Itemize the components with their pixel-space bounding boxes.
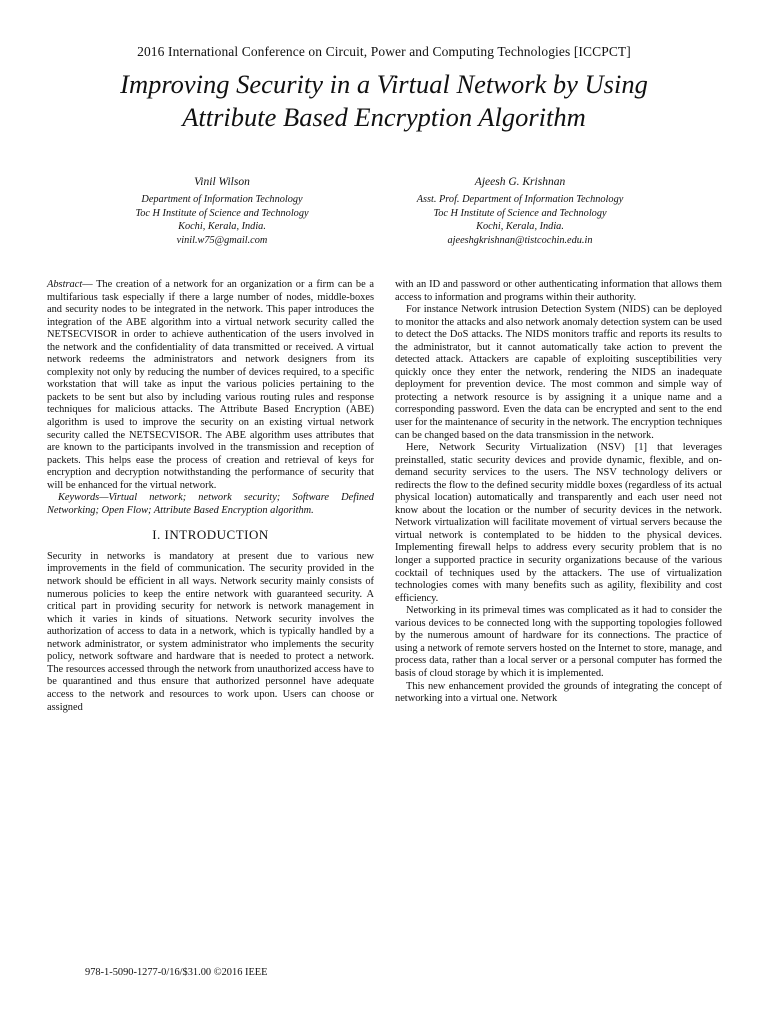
author-name: Ajeesh G. Krishnan	[474, 176, 566, 188]
keywords	[47, 492, 374, 517]
intro-paragraph-2: For instance Network intrusion Detection System (NIDS) can be deployed to monitor the attacks and also network anomaly detection system can be used to detect the DoS attacks. The NIDS monitors traffic and reports its results to the administrator, but it cannot automatically take action to prevent the detected attack. Attackers are capable of exploiting susceptibilities very quickly once they enter the network, rendering the NIDS an inadequate deployment for prevention device. The most common and simple way of protecting a network resource is by assigning it a unique name and a corresponding password. Even the data can be encrypted and sent to the end user for the maintenance of security in the network. The encryption techniques can be changed based on the data transmission in the network.	[395, 304, 723, 441]
abstract	[47, 279, 374, 492]
author-name: Vinil Wilson	[194, 176, 250, 188]
intro-paragraph-4: Networking in its primeval times was complicated as it had to consider the various devices to be connected long with the supporting topologies followed by the numerous amount of hardware for its connections. The practice of using a network of remote servers hosted on the Internet to store, manage, and process data, rather than a local server or a personal computer has formed the basis of cloud storage by which it is implemented.	[395, 605, 722, 679]
keywords-label: Keywords	[58, 492, 100, 504]
abstract-label: Abstract	[47, 279, 83, 290]
keywords-text: —Virtual network; network security; Software Defined Networking; Open Flow; Attribute Based Encryption algorithm.	[47, 492, 374, 516]
intro-paragraph-5: This new enhancement provided the grounds of integrating the concept of networking into a virtual one. Network	[395, 680, 722, 705]
author-institute: Toc H Institute of Science and Technology	[433, 207, 607, 219]
author-location: Kochi, Kerala, India.	[476, 221, 564, 233]
author-block-2	[370, 176, 670, 247]
copyright-footer: 978-1-5090-1277-0/16/$31.00 ©2016 IEEE	[85, 967, 268, 978]
intro-paragraph-3: Here, Network Security Virtualization (NSV) [1] that leverages preinstalled, static security devices and provide dynamic, flexible, and on-demand security services to the users. The NSV technology delivers or redirects the flow to the defined security middle boxes (regardless of its actual physical location) automatically and transparently and each user need not know about the location or the number of security devices in the network. Network virtualization will facilitate movement of virtual servers because the virtual network is contemplated to be hidden to the physical devices. Implementing firewall helps to address every security problem that is no longer a supported practice in security organizations because of the various cocktail of techniques used by the attackers. The use of virtualization technologies comes with many benefits such as agility, flexibility and cost efficiency.	[395, 442, 722, 604]
abstract-text: — The creation of a network for an organization or a firm can be a multifarious task especially if there a large number of nodes, middle-boxes and security nodes to be integrated in the network. This paper introduces the integration of the ABE algorithm into a virtual network security called the NETSECVISOR in order to achieve authentication of the users involved in the network and the confidentiality of data transmitted or received. A virtual network redeems the administrators and network designers from its complexity not only by reducing the number of devices required, to a specific workstation that will take as input the various policies pertaining to the packets to be sent but also by including various routing rules and response techniques for malicious attacks. The Attribute Based Encryption (ABE) algorithm is used to improve the security on an existing virtual network security called the NETSECVISOR. The ABE algorithm uses attributes that are known to the participants involved in the transmission and reception of packets. This helps ease the process of creation and retrieval of keys for encryption and decryption notwithstanding the performance of security that will be enhanced for the virtual network.	[47, 279, 374, 491]
author-block-1	[72, 176, 372, 247]
author-location: Kochi, Kerala, India.	[178, 221, 266, 233]
intro-paragraph-1: Security in networks is mandatory at present due to various new improvements in the field of communication. The security provided in the network should be efficient in all ways. Network security mainly consists of numerous policies to keep the entire network with guaranteed security. A critical part in providing security for network is network management in which it varies in kinds of situations. Network security involves the authorization of access to data in a network, which is typically handled by a network administrator, or system administrator who implements the security policy, network software and hardware that is needed to protect a network. The resources accessed through the network from unauthorized access have to be quarantined and thus ensure that authorized personnel have adequate access to the network and resources to work upon. Users can choose or assigned	[47, 550, 374, 713]
author-email[interactable]: vinil.w75@gmail.com	[176, 234, 268, 246]
author-institute: Toc H Institute of Science and Technology	[135, 207, 309, 219]
author-department: Department of Information Technology	[141, 194, 303, 206]
paper-title	[0, 68, 768, 134]
author-email[interactable]: ajeeshgkrishnan@tistcochin.edu.in	[447, 234, 593, 246]
title-line-2: Attribute Based Encryption Algorithm	[182, 102, 586, 132]
title-line-1: Improving Security in a Virtual Network by Using	[120, 69, 648, 99]
conference-header: 2016 International Conference on Circuit, Power and Computing Technologies [ICCPCT]	[137, 44, 631, 59]
author-department: Asst. Prof. Department of Information Technology	[416, 194, 624, 206]
right-column	[395, 279, 722, 706]
section-heading-introduction: I. INTRODUCTION	[152, 527, 269, 543]
intro-paragraph-1-continued: with an ID and password or other authenticating information that allows them access to information and programs within their authority.	[395, 279, 722, 303]
left-column	[47, 279, 374, 714]
